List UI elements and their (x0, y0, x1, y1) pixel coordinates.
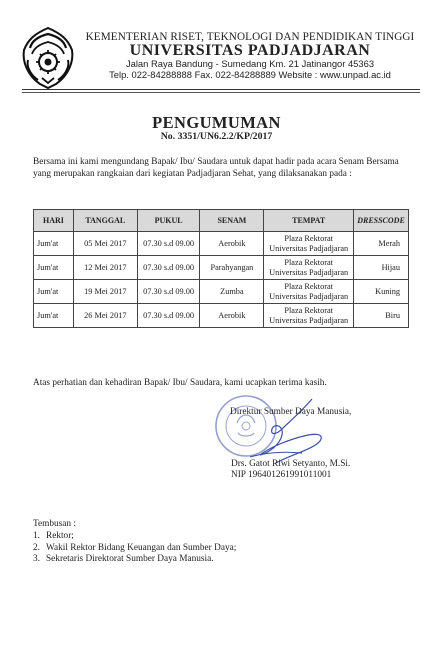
list-item-number: 1. (33, 531, 40, 541)
cell-senam: Parahyangan (200, 256, 264, 280)
tempat-line-1: Plaza Rektorat (284, 258, 333, 267)
header-dresscode: DRESSCODE (354, 210, 409, 232)
cell-hari: Jum'at (34, 256, 74, 280)
list-item (33, 543, 393, 555)
list-item (33, 531, 393, 543)
intro-line-2: yang merupakan rangkaian dari kegiatan Padjadjaran Sehat, yang dilaksanakan pada : (33, 169, 352, 179)
cell-dresscode: Hijau (354, 256, 409, 280)
header-tempat: TEMPAT (264, 210, 354, 232)
signer-position: Direktur Sumber Daya Manusia, (230, 407, 352, 417)
header-hari: HARI (34, 210, 74, 232)
signer-name: Drs. Gatot Riwi Setyanto, M.Si. (231, 459, 351, 469)
signer-nip: NIP 196401261991011001 (231, 470, 332, 480)
intro-paragraph (33, 156, 413, 180)
list-item-number: 2. (33, 542, 40, 553)
header-pukul: PUKUL (137, 210, 200, 232)
list-item-text: Wakil Rektor Bidang Keuangan dan Sumber Daya; (46, 542, 237, 553)
closing-text: Atas perhatian dan kehadiran Bapak/ Ibu/ Saudara, kami ucapkan terima kasih. (33, 378, 327, 388)
tempat-line-2: Universitas Padjadjaran (269, 315, 349, 325)
table-header-row (34, 210, 409, 232)
cell-hari: Jum'at (34, 232, 74, 256)
cell-pukul: 07.30 s.d 09.00 (137, 280, 200, 304)
schedule-table (33, 209, 409, 328)
document-title: PENGUMUMAN (152, 113, 281, 132)
list-item-text: Sekretaris Direktorat Sumber Daya Manusia. (46, 554, 214, 564)
university-address: Jalan Raya Bandung - Sumedang Km. 21 Jatinangor 45363 (125, 58, 375, 69)
cell-tanggal: 12 Mei 2017 (73, 256, 137, 280)
cell-senam: Aerobik (200, 304, 264, 328)
cell-tempat (264, 232, 354, 256)
tembusan-heading: Tembusan : (33, 519, 76, 529)
tembusan-list (33, 531, 393, 566)
cell-dresscode: Merah (354, 232, 409, 256)
tempat-line-1: Plaza Rektorat (284, 282, 333, 291)
cell-pukul: 07.30 s.d 09.00 (137, 304, 200, 328)
header-tanggal: TANGGAL (73, 210, 137, 232)
tempat-line-2: Universitas Padjadjaran (269, 291, 349, 301)
list-item-number: 3. (33, 554, 40, 564)
tempat-line-2: Universitas Padjadjaran (269, 243, 349, 253)
cell-senam: Aerobik (200, 232, 264, 256)
university-logo-icon (20, 26, 76, 90)
table-row (34, 256, 409, 280)
tempat-line-2: Universitas Padjadjaran (269, 267, 349, 277)
cell-dresscode: Kuning (354, 280, 409, 304)
cell-pukul: 07.30 s.d 09.00 (137, 256, 200, 280)
cell-tanggal: 05 Mei 2017 (73, 232, 137, 256)
tempat-line-1: Plaza Rektorat (284, 306, 333, 315)
cell-tanggal: 19 Mei 2017 (73, 280, 137, 304)
cell-tanggal: 26 Mei 2017 (73, 304, 137, 328)
table-row (34, 280, 409, 304)
tempat-line-1: Plaza Rektorat (284, 234, 333, 243)
university-name: UNIVERSITAS PADJADJARAN (129, 42, 371, 59)
ministry-name: KEMENTERIAN RISET, TEKNOLOGI DAN PENDIDIKAN TINGGI (85, 31, 415, 43)
cell-tempat (264, 256, 354, 280)
letterhead-rule-thin (22, 92, 420, 93)
cell-dresscode: Biru (354, 304, 409, 328)
cell-pukul: 07.30 s.d 09.00 (137, 232, 200, 256)
letterhead-rule-thick (22, 89, 420, 90)
table-row (34, 232, 409, 256)
header-senam: SENAM (200, 210, 264, 232)
document-number: No. 3351/UN6.2.2/KP/2017 (160, 131, 273, 142)
list-item (33, 554, 393, 566)
cell-tempat (264, 304, 354, 328)
cell-hari: Jum'at (34, 280, 74, 304)
list-item-text: Rektor; (46, 531, 74, 541)
university-contact: Telp. 022-84288888 Fax. 022-84288889 Website : www.unpad.ac.id (109, 69, 391, 80)
intro-line-1: Bersama ini kami mengundang Bapak/ Ibu/ Saudara untuk dapat hadir pada acara Senam Bersama (33, 157, 399, 167)
cell-senam: Zumba (200, 280, 264, 304)
cell-hari: Jum'at (34, 304, 74, 328)
table-row (34, 304, 409, 328)
cell-tempat (264, 280, 354, 304)
